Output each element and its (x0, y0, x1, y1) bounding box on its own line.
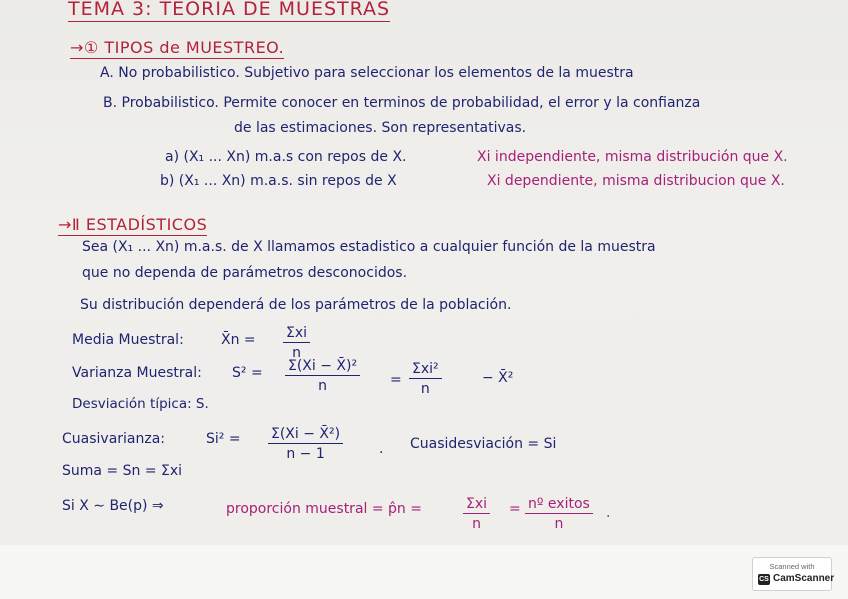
varianza-denominator-2: n (420, 381, 430, 397)
page-title: TEMA 3: TEORIA DE MUESTRAS (68, 0, 391, 20)
varianza-lhs: S² = (232, 365, 263, 381)
suma: Suma = Sn = Σxi (62, 463, 183, 479)
cuasivarianza-denominator: n − 1 (286, 446, 325, 462)
section1-sub-a: a) (X₁ ... Xn) m.a.s con repos de X. (165, 149, 407, 165)
media-label: Media Muestral: (72, 332, 184, 348)
section1-b-line1: B. Probabilistico. Permite conocer en terminos de probabilidad, el error y la confianza (103, 95, 701, 111)
proporcion-dot: . (606, 505, 611, 521)
cuasivarianza-fraction (268, 427, 343, 461)
proporcion-text: proporción muestral = p̂n = (226, 501, 422, 517)
section1-sub-a-note: Xi independiente, misma distribución que X. (477, 149, 788, 165)
section1-heading: →① TIPOS de MUESTREO. (70, 38, 285, 57)
section1-sub-b-note: Xi dependiente, misma distribucion que X. (487, 173, 785, 189)
section1-sub-b: b) (X₁ ... Xn) m.a.s. sin repos de X (160, 173, 397, 189)
varianza-fraction (285, 359, 360, 393)
varianza-numerator-2: Σxi² (409, 362, 442, 379)
cuasivarianza-dot: . (379, 441, 384, 457)
media-lhs: X̄n = (221, 332, 256, 348)
cuasivarianza-numerator: Σ(Xi − X̄²) (268, 427, 343, 444)
badge-brand-name: CamScanner (773, 573, 835, 584)
proporcion-fraction (463, 497, 490, 531)
varianza-tail: − X̄² (482, 370, 514, 386)
section2-heading: →Ⅱ ESTADÍSTICOS (58, 215, 208, 234)
proporcion-denominator: n (472, 516, 481, 532)
proporcion-equals: = (509, 501, 521, 517)
varianza-equals: = (390, 372, 402, 388)
varianza-fraction-2 (409, 362, 442, 396)
media-numerator: Σxi (283, 326, 310, 343)
section1-a-line: A. No probabilistico. Subjetivo para seleccionar los elementos de la muestra (100, 65, 634, 81)
proporcion-fraction-2 (525, 497, 593, 531)
varianza-denominator: n (318, 378, 327, 394)
proporcion-numerator: Σxi (463, 497, 490, 514)
desviacion-tipica: Desviación típica: S. (72, 396, 209, 412)
media-fraction (283, 326, 310, 360)
varianza-numerator: Σ(Xi − X̄)² (285, 359, 360, 376)
proporcion-denominator-2: n (554, 516, 564, 532)
cuasidesviacion: Cuasidesviación = Si (410, 436, 557, 452)
proporcion-numerator-2: nº exitos (525, 497, 593, 514)
cuasivarianza-lhs: Si² = (206, 431, 241, 447)
proporcion-lhs: Si X ∼ Be(p) ⇒ (62, 498, 164, 514)
badge-caption: Scanned with (769, 562, 815, 571)
section2-line3: Su distribución dependerá de los parámetros de la población. (80, 297, 512, 313)
cuasivarianza-label: Cuasivarianza: (62, 431, 166, 447)
camscanner-logo-icon: CS (759, 576, 769, 583)
varianza-label: Varianza Muestral: (72, 365, 202, 381)
section2-line1: Sea (X₁ ... Xn) m.a.s. de X llamamos estadistico a cualquier función de la muestra (82, 239, 656, 255)
section1-b-line2: de las estimaciones. Son representativas. (234, 120, 527, 136)
page-bottom-margin (0, 545, 848, 599)
media-denominator: n (292, 345, 301, 361)
section2-line2: que no dependa de parámetros desconocidos. (82, 265, 408, 281)
camscanner-badge (752, 557, 835, 591)
